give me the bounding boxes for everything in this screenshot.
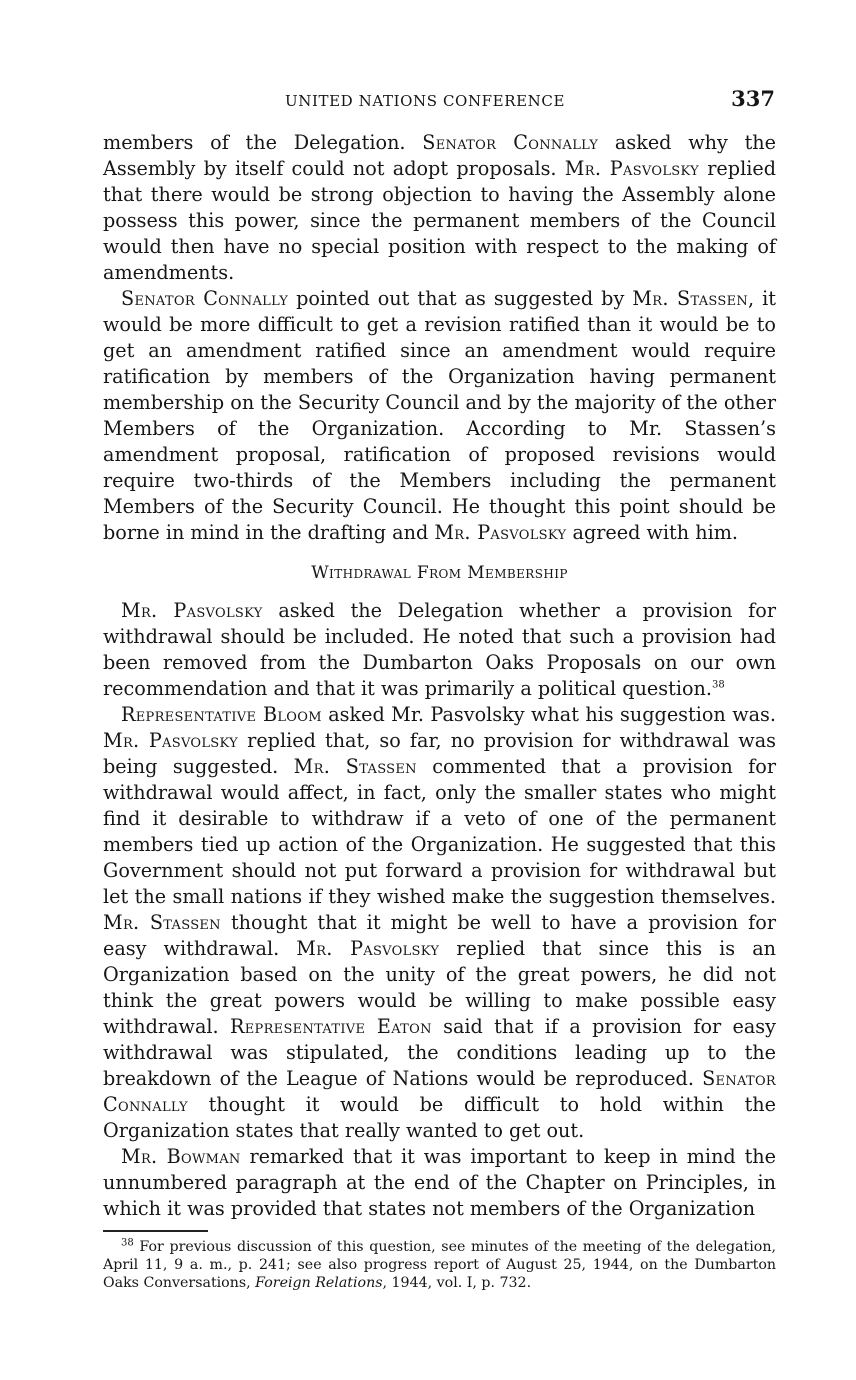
paragraph-5: Mr. Bowman remarked that it was important to keep in mind the unnumbered paragraph at the end of the Chapter on Principles, in which it was provided that states not members of the Organization [103, 1145, 776, 1220]
paragraph-1: members of the Delegation. Senator Connally asked why the Assembly by itself could not adopt proposals. Mr. Pasvolsky replied that there would be strong objection to having the Assembly alone possess this power, since the permanent members of the Council would then have no special position with respect to the making of amendments. [103, 131, 776, 284]
speaker-name: Mr. Pasvolsky [564, 157, 699, 180]
footnote-text: $^{38}$ For previous discussion of this question, see minutes of the meeting of the delegation, April 11, 9 a. m., p. 241; see also progress report of August 25, 1944, on the Dumbarton Oaks Conversations, Foreign Relations, 1944, vol. I, p. 732. [103, 1237, 776, 1291]
speaker-name: Mr. Bowman [121, 1145, 241, 1168]
speaker-name: Senator Connally [422, 131, 599, 154]
speaker-name: Mr. Pasvolsky [434, 521, 567, 544]
body-text [103, 130, 776, 1222]
speaker-name: Mr. Pasvolsky [121, 599, 263, 622]
speaker-name: Mr. Pasvolsky [296, 937, 440, 960]
paragraph-4: Representative Bloom asked Mr. Pasvolsky what his suggestion was. Mr. Pasvolsky replied that, so far, no provision for withdrawal was being suggested. Mr. Stassen commented that a provision for withdrawal would affect, in fact, only the smaller states who might find it desirable to withdraw if a veto of one of the permanent members tied up action of the Organization. He suggested that this Government should not put forward a provision for withdrawal but let the small nations if they wished make the suggestion themselves. Mr. Stassen thought that it might be well to have a provision for easy withdrawal. Mr. Pasvolsky replied that since this is an Organization based on the unity of the great powers, he did not think the great powers would be willing to make possible easy withdrawal. Representative Eaton said that if a provision for easy withdrawal was stipulated, the conditions leading up to the breakdown of the League of Nations would be reproduced. Senator Connally thought it would be difficult to hold within the Organization states that really wanted to get out. [103, 703, 776, 1142]
publication-title: Foreign Relations [255, 1275, 383, 1291]
speaker-name: Senator Connally [121, 287, 289, 310]
running-head [103, 86, 775, 116]
speaker-name: Mr. Pasvolsky [103, 729, 239, 752]
footnote-number: 38 [121, 1237, 134, 1249]
footnote-rule [103, 1230, 208, 1232]
speaker-name: Mr. Stassen [632, 287, 749, 310]
speaker-name: Mr. Stassen [293, 755, 417, 778]
speaker-name: Representative Bloom [121, 703, 322, 726]
page-number: 337 [731, 86, 775, 111]
speaker-name: Senator Connally [103, 1067, 776, 1116]
speaker-name: Mr. Stassen [103, 911, 221, 934]
paragraph-3: Mr. Pasvolsky asked the Delegation whether a provision for withdrawal should be included. He noted that such a provision had been removed from the Dumbarton Oaks Proposals on our own recommendation and that it was primarily a political question.$^{38}$ [103, 599, 777, 700]
section-heading: Withdrawal From Membership [311, 563, 568, 583]
speaker-name: Representative Eaton [229, 1015, 432, 1038]
running-title: UNITED NATIONS CONFERENCE [285, 92, 566, 110]
footnote [103, 1238, 776, 1292]
paragraph-2: Senator Connally pointed out that as suggested by Mr. Stassen, it would be more difficult to get a revision ratified than it would be to get an amendment ratified since an amendment would require ratification by members of the Organization having permanent membership on the Security Council and by the majority of the other Members of the Organization. According to Mr. Stassen’s amendment proposal, ratification of proposed revisions would require two-thirds of the Members including the permanent Members of the Security Council. He thought this point should be borne in mind in the drafting and Mr. Pasvolsky agreed with him. [103, 287, 776, 544]
footnote-reference[interactable]: 38 [711, 679, 725, 691]
